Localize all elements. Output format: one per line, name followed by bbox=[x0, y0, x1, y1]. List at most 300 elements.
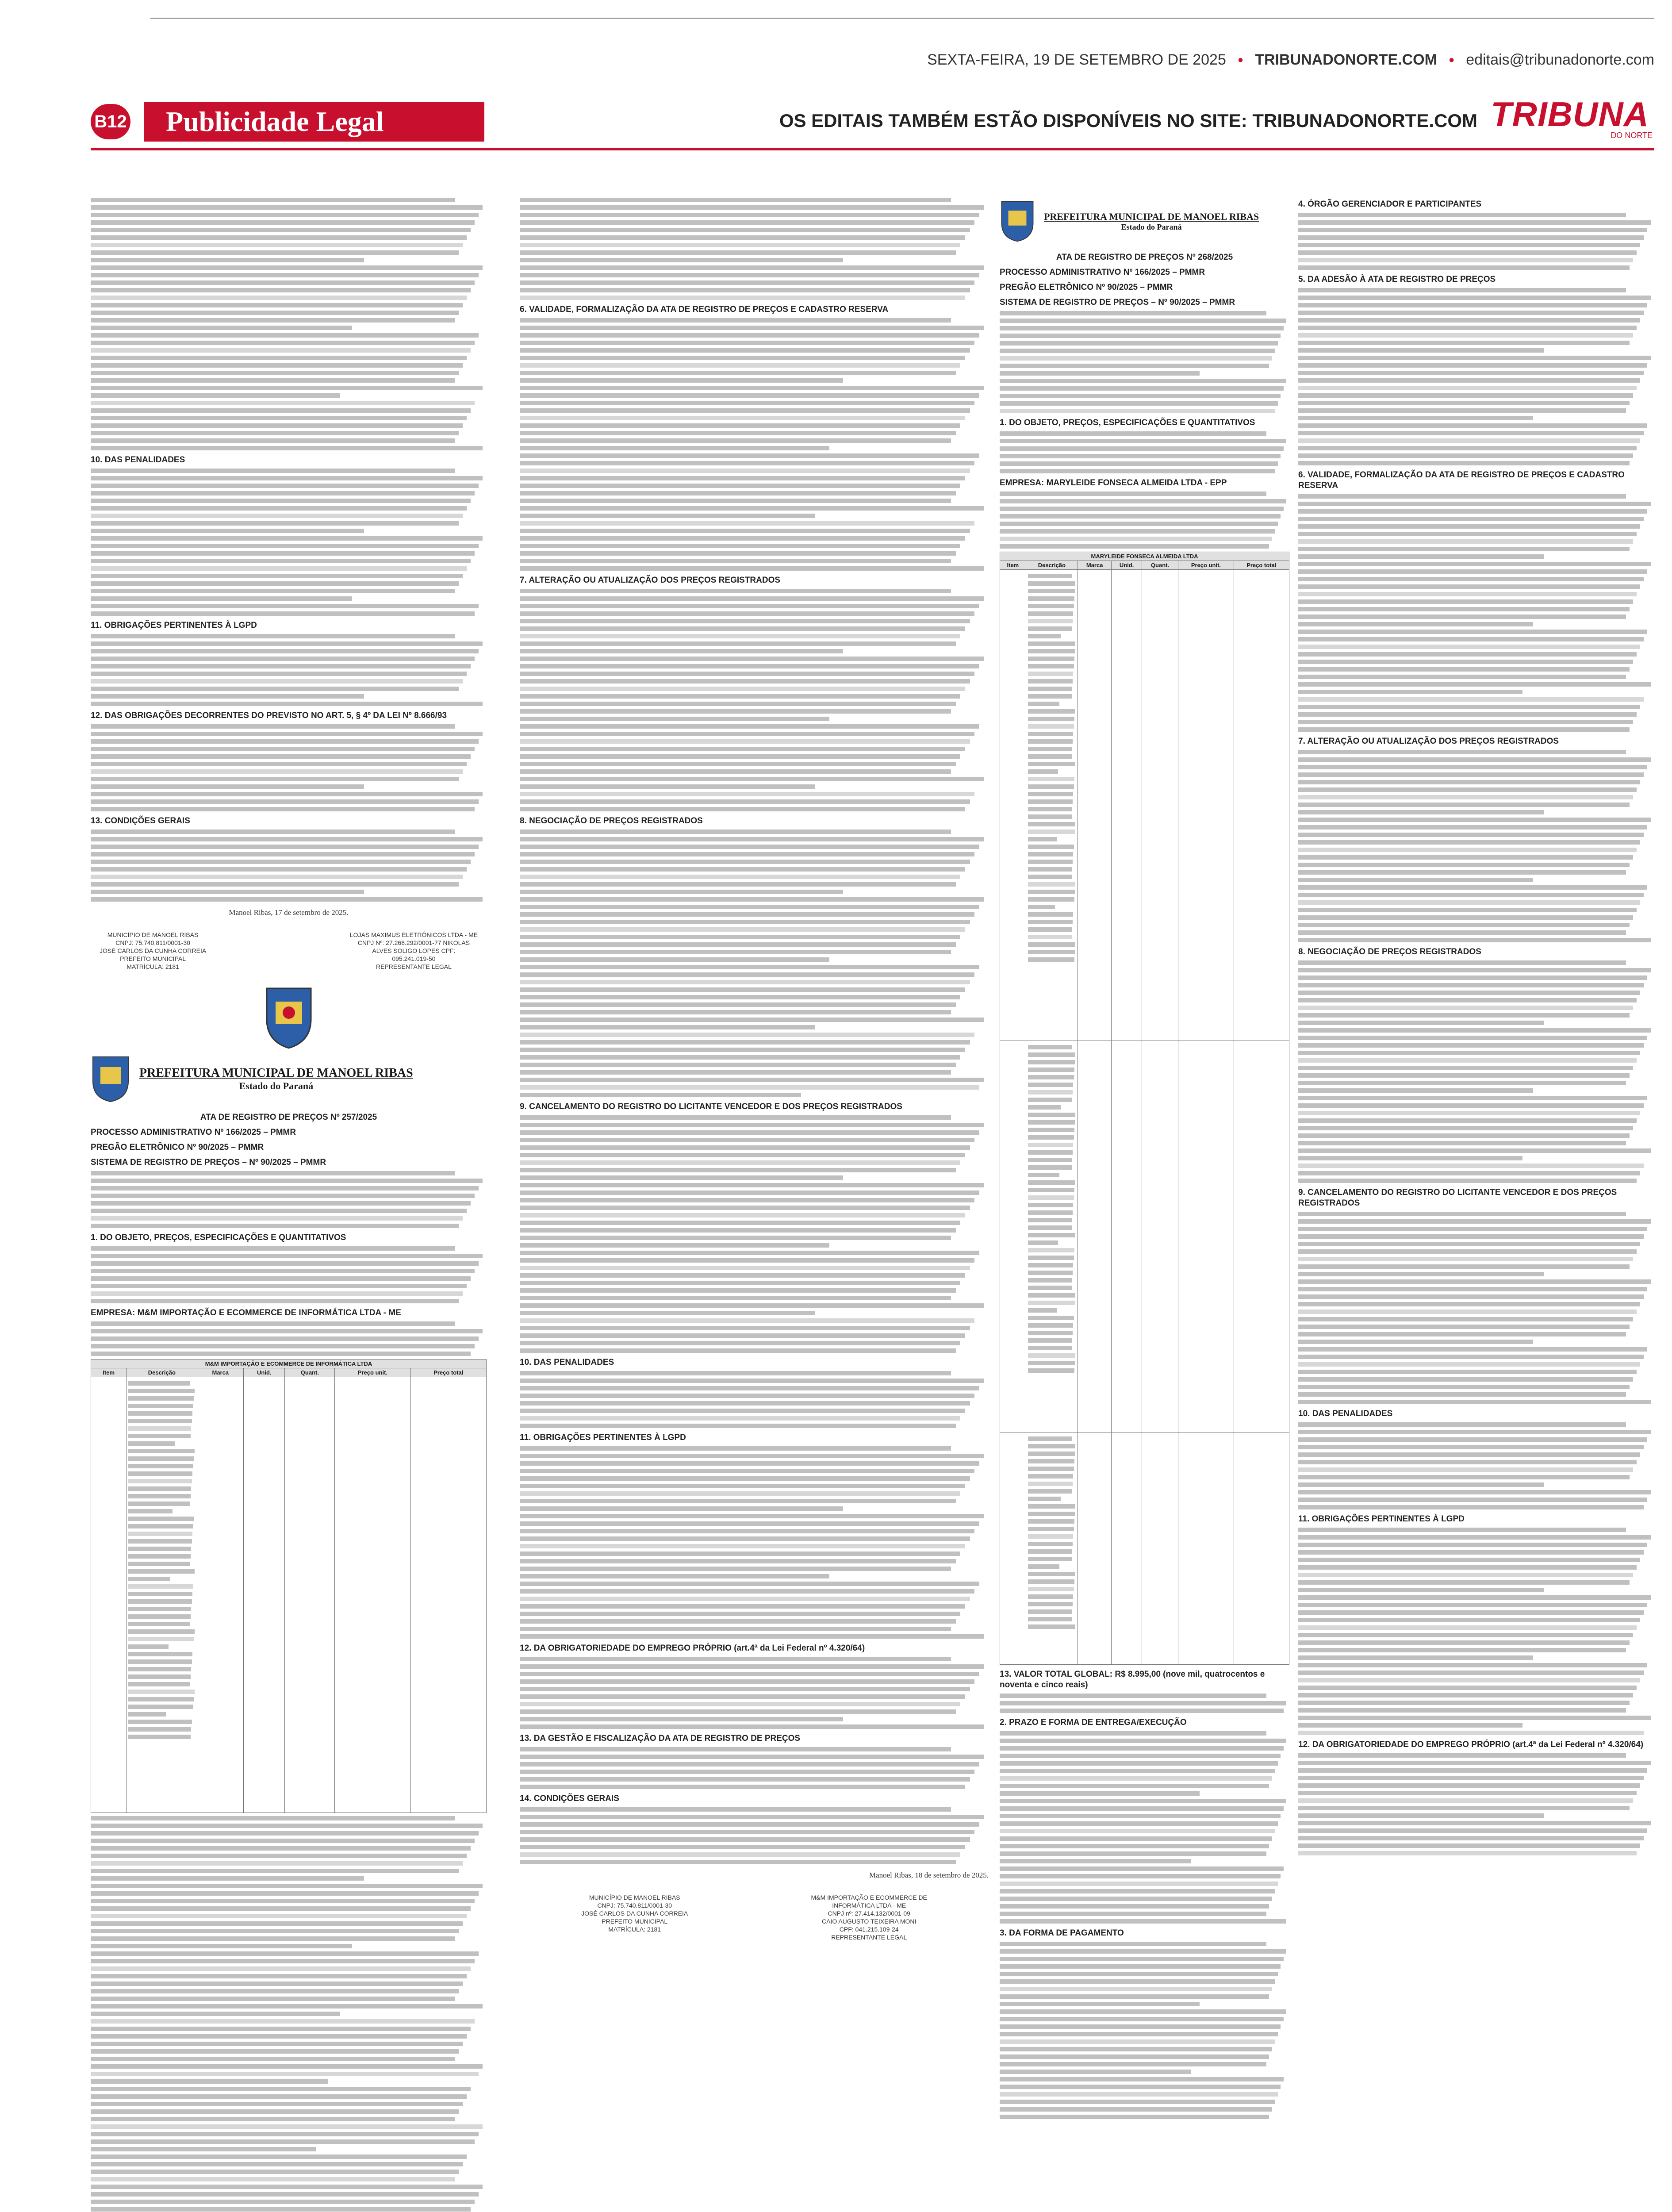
text-line bbox=[128, 1479, 192, 1483]
text-line bbox=[1028, 890, 1075, 894]
text-line bbox=[91, 1209, 467, 1213]
text-line bbox=[1028, 596, 1074, 601]
text-line bbox=[1028, 1180, 1075, 1185]
text-line bbox=[1028, 1150, 1073, 1155]
text-line bbox=[91, 1201, 471, 1206]
table-cell bbox=[1026, 1041, 1078, 1432]
text-line bbox=[520, 799, 970, 804]
text-line bbox=[1298, 1272, 1544, 1276]
text-line bbox=[1028, 1594, 1074, 1599]
text-line bbox=[1298, 584, 1640, 589]
text-line bbox=[520, 1048, 965, 1052]
text-line bbox=[520, 1506, 843, 1511]
text-line bbox=[520, 469, 970, 473]
text-line bbox=[1000, 1912, 1266, 1916]
text-line bbox=[520, 1288, 956, 1293]
text-line bbox=[1028, 1504, 1075, 1509]
text-line bbox=[520, 484, 960, 488]
text-line bbox=[1028, 1353, 1075, 1358]
text-line bbox=[1298, 1081, 1626, 1085]
text-line bbox=[520, 1634, 984, 1639]
text-line bbox=[1028, 724, 1074, 729]
text-line bbox=[1028, 875, 1072, 879]
text-line bbox=[1298, 220, 1651, 225]
text-line bbox=[128, 1697, 194, 1701]
municipal-crest-icon bbox=[91, 1055, 130, 1103]
text-line bbox=[1000, 1964, 1281, 1969]
header-meta bbox=[927, 46, 1654, 73]
text-line bbox=[1298, 1768, 1647, 1773]
text-line bbox=[1298, 885, 1647, 890]
text-line bbox=[520, 830, 951, 834]
text-line bbox=[1000, 1979, 1275, 1984]
municipality-state: Estado do Paraná bbox=[239, 1080, 314, 1091]
text-line bbox=[91, 724, 455, 729]
text-line bbox=[1298, 1798, 1633, 1803]
text-line bbox=[520, 506, 984, 511]
text-line bbox=[91, 860, 471, 864]
body-text-block bbox=[1298, 750, 1654, 942]
brand-name: TRIBUNA bbox=[1491, 95, 1649, 134]
text-line bbox=[1028, 1542, 1073, 1546]
signature-line: MATRÍCULA: 2181 bbox=[608, 1926, 661, 1933]
text-line bbox=[520, 1078, 984, 1082]
text-line bbox=[91, 446, 483, 450]
text-line bbox=[91, 777, 459, 781]
text-line bbox=[91, 318, 455, 323]
text-line bbox=[91, 1269, 475, 1273]
table-cell bbox=[1142, 1432, 1178, 1665]
text-line bbox=[520, 679, 970, 684]
text-line bbox=[1298, 1580, 1630, 1585]
text-line bbox=[91, 258, 364, 262]
text-line bbox=[1298, 1058, 1637, 1063]
text-line bbox=[1298, 870, 1626, 875]
signature-line: JOSÉ CARLOS DA CUNHA CORREIA bbox=[100, 947, 207, 954]
text-line bbox=[1000, 349, 1275, 353]
text-line bbox=[1298, 1133, 1630, 1138]
text-line bbox=[91, 2064, 483, 2069]
signature-left bbox=[581, 1893, 688, 1941]
table-cell bbox=[91, 1377, 127, 1813]
text-line bbox=[520, 1702, 960, 1706]
text-line bbox=[1028, 1143, 1074, 1147]
text-line bbox=[91, 2147, 316, 2151]
text-line bbox=[1298, 1791, 1637, 1795]
text-line bbox=[520, 220, 974, 225]
text-line bbox=[1028, 1105, 1061, 1110]
text-line bbox=[1000, 1784, 1269, 1788]
text-line bbox=[1298, 1535, 1651, 1540]
text-line bbox=[1000, 507, 1284, 511]
text-line bbox=[128, 1720, 192, 1724]
text-line bbox=[520, 1476, 970, 1481]
text-line bbox=[520, 1145, 970, 1150]
municipality-header bbox=[1000, 199, 1289, 243]
text-line bbox=[128, 1426, 191, 1431]
text-line bbox=[1298, 690, 1522, 694]
text-line bbox=[1028, 882, 1075, 887]
text-line bbox=[1298, 1565, 1637, 1570]
text-line bbox=[1298, 311, 1644, 315]
text-line bbox=[1000, 1851, 1266, 1856]
text-line bbox=[520, 882, 956, 887]
text-line bbox=[91, 762, 467, 766]
text-line bbox=[1298, 855, 1633, 860]
text-line bbox=[1000, 1814, 1281, 1818]
text-line bbox=[520, 1416, 960, 1421]
site-link[interactable]: TRIBUNADONORTE.COM bbox=[1255, 51, 1437, 68]
text-line bbox=[1298, 1103, 1644, 1108]
text-line bbox=[520, 1837, 970, 1842]
municipality-header bbox=[91, 1055, 487, 1103]
text-line bbox=[520, 792, 974, 796]
text-line bbox=[520, 1762, 979, 1767]
text-line bbox=[520, 453, 979, 458]
text-line bbox=[1298, 1227, 1647, 1231]
text-line bbox=[1298, 1332, 1626, 1336]
text-line bbox=[91, 491, 475, 495]
body-text-block bbox=[520, 1747, 989, 1789]
text-line bbox=[91, 348, 471, 353]
text-line bbox=[1000, 394, 1281, 398]
body-text-block bbox=[91, 1816, 487, 2212]
text-line bbox=[1298, 833, 1644, 837]
text-line bbox=[91, 1966, 471, 1971]
text-line bbox=[1298, 1655, 1533, 1660]
column-2-ata bbox=[520, 195, 989, 2212]
text-line bbox=[520, 1025, 815, 1029]
signature-line: MATRÍCULA: 2181 bbox=[127, 963, 179, 970]
text-line bbox=[128, 1547, 191, 1551]
text-line bbox=[128, 1682, 190, 1686]
table-header: Preço unit. bbox=[335, 1368, 410, 1377]
text-line bbox=[1028, 942, 1075, 947]
text-line bbox=[1000, 1754, 1281, 1758]
text-line bbox=[91, 739, 479, 744]
text-line bbox=[1028, 1338, 1072, 1343]
text-line bbox=[1028, 1467, 1074, 1471]
text-line bbox=[1298, 333, 1633, 338]
text-line bbox=[520, 363, 960, 368]
body-text-block bbox=[1000, 1731, 1289, 1924]
text-line bbox=[520, 1604, 965, 1609]
text-line bbox=[91, 326, 352, 330]
text-line bbox=[1000, 1731, 1266, 1736]
body-text-block bbox=[1298, 1753, 1654, 1855]
section-heading: 2. PRAZO E FORMA DE ENTREGA/EXECUÇÃO bbox=[1000, 1718, 1187, 1727]
text-line bbox=[91, 198, 455, 202]
signature-block bbox=[100, 931, 478, 971]
text-line bbox=[1298, 1603, 1647, 1607]
text-line bbox=[128, 1464, 193, 1468]
header-red-rule bbox=[91, 148, 1654, 150]
text-line bbox=[1000, 371, 1200, 376]
text-line bbox=[520, 897, 984, 902]
text-line bbox=[520, 649, 843, 653]
text-line bbox=[1298, 524, 1640, 529]
text-line bbox=[520, 747, 965, 751]
text-line bbox=[1028, 1075, 1074, 1079]
text-line bbox=[520, 717, 829, 721]
text-line bbox=[1000, 492, 1266, 496]
text-line bbox=[1298, 1821, 1651, 1825]
text-line bbox=[1028, 1293, 1075, 1298]
text-line bbox=[520, 521, 974, 526]
text-line bbox=[520, 611, 974, 616]
text-line bbox=[520, 867, 965, 872]
text-line bbox=[1028, 581, 1075, 586]
text-line bbox=[1298, 780, 1640, 784]
text-line bbox=[1000, 1889, 1275, 1893]
email-link[interactable]: editais@tribunadonorte.com bbox=[1466, 51, 1654, 68]
text-line bbox=[520, 784, 815, 789]
text-line bbox=[91, 589, 455, 593]
text-line bbox=[91, 1254, 483, 1258]
text-line bbox=[91, 890, 364, 894]
text-line bbox=[1298, 1051, 1640, 1055]
text-line bbox=[520, 393, 979, 398]
text-line bbox=[1028, 1045, 1072, 1049]
text-line bbox=[1028, 1512, 1075, 1516]
text-line bbox=[128, 1584, 193, 1589]
text-line bbox=[1298, 1013, 1630, 1018]
text-line bbox=[1000, 364, 1269, 368]
text-line bbox=[1298, 461, 1630, 465]
text-line bbox=[520, 1236, 951, 1240]
text-line bbox=[520, 386, 984, 390]
body-text-block bbox=[91, 1171, 487, 1228]
text-line bbox=[128, 1419, 192, 1423]
text-line bbox=[1298, 416, 1533, 420]
company-name: EMPRESA: MARYLEIDE FONSECA ALMEIDA LTDA - EPP bbox=[1000, 478, 1227, 488]
text-line bbox=[1028, 1098, 1072, 1102]
section-heading: 5. DA ADESÃO À ATA DE REGISTRO DE PREÇOS bbox=[1298, 275, 1496, 284]
text-line bbox=[1028, 1278, 1072, 1283]
section-heading: 7. ALTERAÇÃO OU ATUALIZAÇÃO DOS PREÇOS REGISTRADOS bbox=[1298, 737, 1559, 746]
text-line bbox=[1028, 1225, 1072, 1230]
text-line bbox=[1298, 1325, 1630, 1329]
text-line bbox=[520, 1002, 956, 1007]
text-line bbox=[1028, 935, 1072, 939]
text-line bbox=[1298, 1021, 1544, 1025]
body-text-block bbox=[1000, 1942, 1289, 2119]
text-line bbox=[1028, 1316, 1074, 1320]
text-line bbox=[1298, 840, 1640, 845]
text-line bbox=[128, 1652, 192, 1656]
text-line bbox=[91, 423, 463, 428]
text-line bbox=[1298, 1264, 1630, 1269]
signature-line: MUNICÍPIO DE MANOEL RIBAS bbox=[589, 1894, 680, 1901]
page-number-badge: B12 bbox=[91, 104, 130, 139]
text-line bbox=[520, 273, 979, 277]
table-cell bbox=[1078, 570, 1112, 1041]
text-line bbox=[1028, 1444, 1075, 1448]
text-line bbox=[1028, 1368, 1074, 1373]
text-line bbox=[1028, 957, 1074, 962]
text-line bbox=[91, 2019, 475, 2024]
text-line bbox=[91, 581, 459, 586]
text-line bbox=[1028, 709, 1075, 714]
text-line bbox=[520, 1190, 979, 1195]
text-line bbox=[520, 1514, 984, 1518]
text-line bbox=[1000, 537, 1272, 541]
text-line bbox=[128, 1727, 191, 1732]
section-heading: 3. DA FORMA DE PAGAMENTO bbox=[1000, 1928, 1124, 1938]
text-line bbox=[1028, 1452, 1075, 1456]
text-line bbox=[520, 1544, 965, 1548]
text-line bbox=[520, 1536, 970, 1541]
text-line bbox=[1298, 1118, 1637, 1123]
text-line bbox=[1298, 1294, 1644, 1299]
signature-line: CNPJ nº: 27.414.132/0001-09 bbox=[828, 1910, 910, 1917]
text-line bbox=[520, 972, 974, 977]
text-line bbox=[1298, 1595, 1651, 1600]
text-line bbox=[128, 1517, 194, 1521]
text-line bbox=[1298, 772, 1644, 777]
text-line bbox=[1000, 1806, 1284, 1811]
text-line bbox=[1000, 1821, 1278, 1826]
text-line bbox=[1028, 687, 1072, 691]
text-line bbox=[520, 905, 979, 909]
text-line bbox=[91, 649, 479, 653]
text-line bbox=[1000, 1799, 1286, 1803]
text-line bbox=[520, 348, 970, 353]
text-line bbox=[520, 920, 970, 924]
text-line bbox=[1298, 1362, 1640, 1367]
table-cell bbox=[335, 1377, 410, 1813]
text-line bbox=[91, 1944, 352, 1948]
text-line bbox=[1298, 1505, 1644, 1509]
text-line bbox=[1028, 702, 1059, 706]
signature-line: JOSÉ CARLOS DA CUNHA CORREIA bbox=[581, 1910, 688, 1917]
text-line bbox=[1000, 1987, 1272, 1991]
table-header: Unid. bbox=[244, 1368, 285, 1377]
text-line bbox=[91, 408, 471, 413]
text-line bbox=[520, 1589, 974, 1594]
text-line bbox=[1298, 900, 1640, 905]
text-line bbox=[1028, 1052, 1075, 1057]
text-line bbox=[1298, 1096, 1647, 1100]
text-line bbox=[1298, 1693, 1633, 1697]
section-heading: 6. VALIDADE, FORMALIZAÇÃO DA ATA DE REGISTRO DE PREÇOS E CADASTRO RESERVA bbox=[1298, 470, 1625, 490]
table-cell bbox=[1234, 1041, 1289, 1432]
text-line bbox=[1000, 2039, 1275, 2044]
table-cell bbox=[1234, 1432, 1289, 1665]
text-line bbox=[1028, 920, 1073, 924]
text-line bbox=[520, 1491, 960, 1496]
table-cell bbox=[1078, 1432, 1112, 1665]
text-line bbox=[91, 1291, 463, 1296]
text-line bbox=[1298, 250, 1637, 255]
text-line bbox=[520, 762, 956, 766]
text-line bbox=[1028, 912, 1074, 917]
text-line bbox=[1298, 803, 1630, 807]
text-line bbox=[520, 1251, 979, 1255]
text-line bbox=[520, 1206, 970, 1210]
text-line bbox=[1298, 645, 1640, 649]
text-line bbox=[520, 446, 829, 450]
text-line bbox=[1298, 1234, 1644, 1239]
text-line bbox=[520, 1709, 956, 1714]
text-line bbox=[91, 1824, 483, 1828]
text-line bbox=[1298, 1340, 1533, 1344]
text-line bbox=[520, 694, 960, 699]
text-line bbox=[520, 1499, 956, 1503]
text-line bbox=[1028, 1346, 1072, 1350]
text-line bbox=[1028, 1557, 1072, 1561]
text-line bbox=[520, 416, 965, 420]
text-line bbox=[1298, 348, 1544, 353]
section-heading: 12. DAS OBRIGAÇÕES DECORRENTES DO PREVISTO NO ART. 5, § 4º DA LEI Nº 8.666/93 bbox=[91, 711, 447, 720]
text-line bbox=[520, 596, 984, 601]
process-line: PREGÃO ELETRÔNICO Nº 90/2025 – PMMR bbox=[1000, 283, 1173, 292]
text-line bbox=[1298, 1618, 1640, 1622]
signature-line: CAIO AUGUSTO TEIXEIRA MONI bbox=[821, 1918, 917, 1925]
text-line bbox=[91, 499, 471, 503]
text-line bbox=[520, 1303, 984, 1308]
text-line bbox=[520, 1281, 960, 1285]
text-line bbox=[520, 1221, 960, 1225]
text-line bbox=[91, 754, 471, 759]
text-line bbox=[1028, 611, 1074, 616]
text-line bbox=[1028, 1083, 1074, 1087]
signature-line: ALVES SOLIGO LOPES CPF: bbox=[372, 947, 456, 954]
text-line bbox=[1028, 589, 1075, 593]
signature-line: PREFEITO MUNICIPAL bbox=[120, 955, 186, 962]
text-line bbox=[520, 657, 984, 661]
signature-line: CNPJ: 75.740.811/0001-30 bbox=[597, 1902, 672, 1909]
table-cell bbox=[1178, 1432, 1234, 1665]
text-line bbox=[91, 1876, 364, 1881]
text-line bbox=[1298, 893, 1644, 897]
text-line bbox=[1298, 547, 1630, 551]
text-line bbox=[1298, 705, 1640, 709]
text-line bbox=[520, 566, 984, 571]
text-line bbox=[1028, 1579, 1074, 1584]
text-line bbox=[520, 1822, 979, 1827]
text-line bbox=[1028, 830, 1075, 834]
text-line bbox=[520, 1018, 984, 1022]
text-line bbox=[1298, 1490, 1651, 1494]
text-line bbox=[91, 378, 455, 383]
text-line bbox=[520, 1063, 956, 1067]
text-line bbox=[520, 250, 956, 255]
text-line bbox=[1298, 494, 1626, 499]
text-line bbox=[91, 521, 459, 526]
text-line bbox=[91, 799, 479, 804]
text-line bbox=[91, 657, 475, 661]
text-line bbox=[520, 950, 951, 954]
text-line bbox=[1000, 2047, 1272, 2051]
body-text-block bbox=[91, 830, 487, 902]
text-line bbox=[1028, 1497, 1061, 1501]
text-line bbox=[520, 875, 960, 879]
text-line bbox=[91, 634, 455, 638]
text-line bbox=[1298, 401, 1630, 405]
text-line bbox=[1000, 1942, 1266, 1946]
column-3-ata bbox=[1000, 195, 1289, 2212]
text-line bbox=[1298, 848, 1637, 852]
text-line bbox=[91, 875, 463, 879]
text-line bbox=[520, 1228, 956, 1233]
section-title: Publicidade Legal bbox=[144, 102, 484, 142]
text-line bbox=[1298, 258, 1633, 262]
text-line bbox=[1028, 777, 1074, 781]
text-line bbox=[520, 1529, 974, 1533]
text-line bbox=[91, 2087, 471, 2091]
text-line bbox=[520, 205, 984, 210]
